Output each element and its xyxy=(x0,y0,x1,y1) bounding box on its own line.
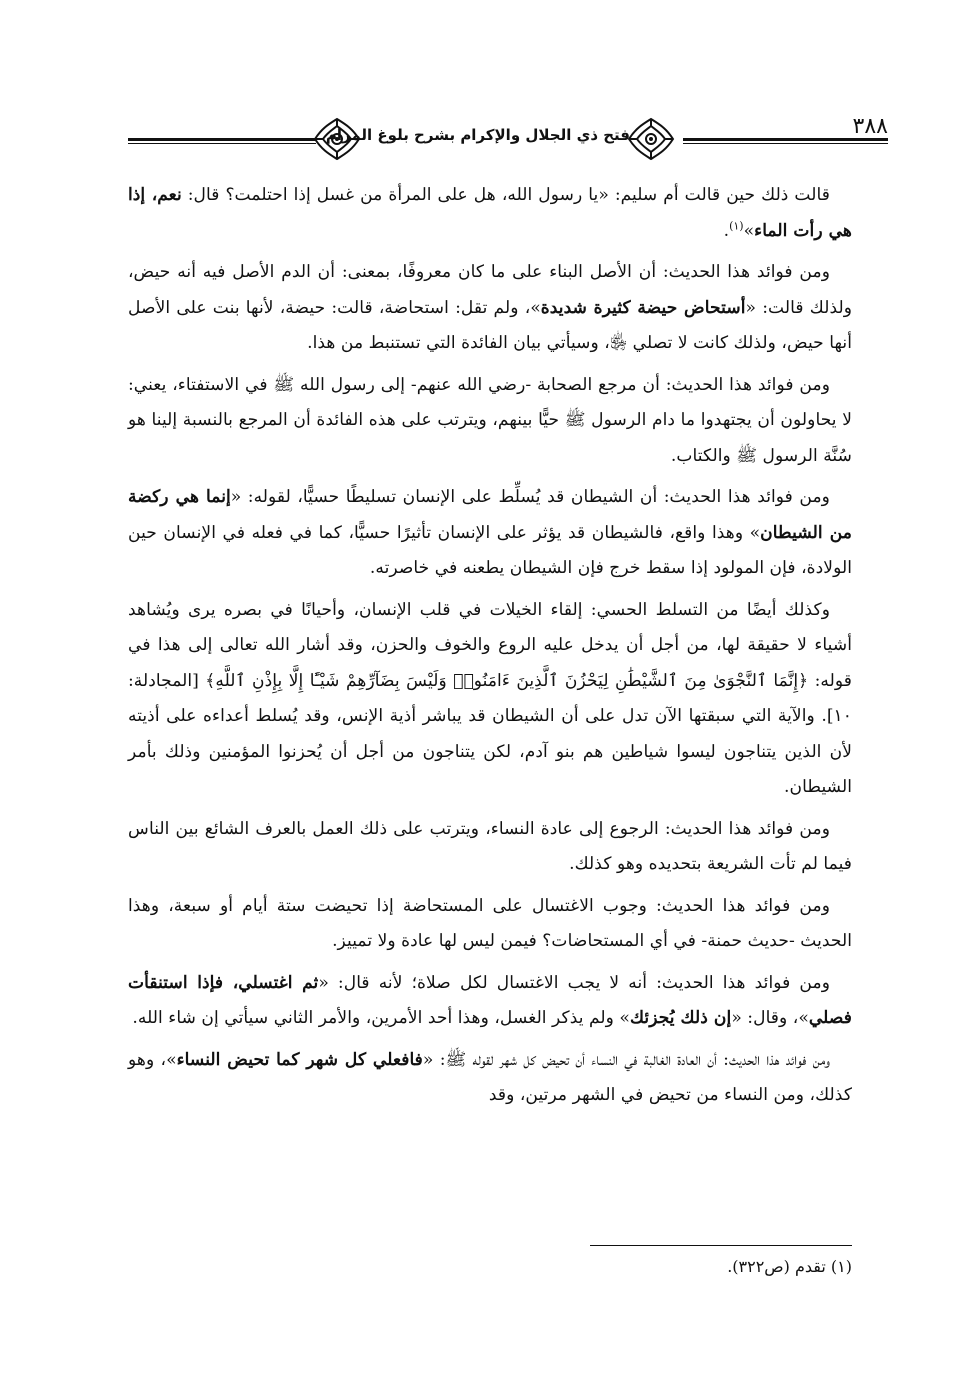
footnote-ref[interactable]: (١) xyxy=(729,218,744,232)
paragraph: ومن فوائد هذا الحديث: وجوب الاغتسال على المستحاضة إذا تحيضت ستة أيام أو سبعة، وهذا الحديث -حديث حمنة- في أي المستحاضات؟ فيمن ليس لها عادة ولا تمييز. xyxy=(128,895,852,951)
text-run: »، ولم تقل: استحاضة، قالت: حيضة، لأنها بنت على الأصل أنها حيض، ولذلك كانت لا تصلي ﵂، وسيأتي بيان الفائدة التي تستنبط من هذا. xyxy=(128,297,852,353)
page-header xyxy=(128,112,888,168)
text-run: ومن فوائد هذا الحديث: أنه لا يجب الاغتسال لكل صلاة؛ لأنه قال: « xyxy=(318,972,830,993)
quran-verse: ﴿إِنَّمَا ٱلنَّجْوَىٰ مِنَ ٱلشَّيْطَٰنِ لِيَحْزُنَ ٱلَّذِينَ ءَامَنُوا۟ وَلَيْسَ بِضَآرِّهِمْ شَيْـًٔا إِلَّا بِإِذْنِ ٱللَّهِ﴾ xyxy=(205,670,809,691)
hadith-quote: أستحاض حيضة كثيرة شديدة xyxy=(540,297,746,318)
paragraph xyxy=(128,480,852,587)
text-run: [المجادلة: ١٠]. والآية التي سبقتها الآن تدل على أن الشيطان قد يباشر أذية الإنس، وقد يُسلط أعداءه على أذيته لأن الذين يتناجون ليسوا شياطين هم بنو آدم، لكن يتناجون من أجل أن يُحزنوا المؤمنين وذلك بأمر الشيطان. xyxy=(128,670,852,797)
body-text xyxy=(128,178,852,1120)
paragraph: ومن فوائد هذا الحديث: الرجوع إلى عادة النساء، ويترتب على ذلك العمل بالعرف الشائع بين الناس فيما لم تأت الشريعة بتحديده وهو كذلك. xyxy=(128,818,852,874)
text-run: » وهذا واقع، فالشيطان قد يؤثر على الإنسان تأثيرًا حسيًّا، كما في فعله في الإنسان حين الولادة، فإن المولود إذا سقط خرج فإن الشيطان يطعنه في خاصرته. xyxy=(128,522,852,578)
text-run: . xyxy=(723,220,730,241)
header-rule-left xyxy=(128,138,316,144)
paragraph xyxy=(128,593,852,806)
hadith-quote: فافعلي كل شهر كما تحيض النساء xyxy=(176,1049,423,1070)
text-run: »، وقال: « xyxy=(731,1008,809,1028)
text-run: ومن فوائد هذا الحديث: أن الشيطان قد يُسلِّط على الإنسان تسليطًا حسيًّا، لقوله: « xyxy=(230,487,830,507)
footnote: (١) تقدم (ص٣٢٢). xyxy=(727,1257,852,1276)
running-title: فتح ذي الجلال والإكرام بشرح بلوغ المرام xyxy=(325,126,630,144)
paragraph xyxy=(128,255,852,362)
text-run: » ولم يذكر الغسل، وهذا أحد الأمرين، والأمر الثاني سيأتي إن شاء الله. xyxy=(132,1008,630,1028)
paragraph: ومن فوائد هذا الحديث: أن مرجع الصحابة -رضي الله عنهم- إلى رسول الله ﷺ في الاستفتاء، يعني: لا يحاولون أن يجتهدوا ما دام الرسول ﷺ حيًّا بينهم، ويترتب على هذه الفائدة أن المرجع بالنسبة إلينا هو سُنَّة الرسول ﷺ والكتاب. xyxy=(128,374,852,466)
text-run: وكذلك أيضًا من التسلط الحسي: إلقاء الخيلات في قلب الإنسان، وأحيانًا في بصره يرى ويُشاهد أشياء لا حقيقة لها، من أجل أن يدخل عليه الروع والخوف والحزن، وقد أشار الله تعالى إلى هذا في قوله: xyxy=(128,599,852,691)
hadith-quote: ثم اغتسلي، فإذا استنقأت فصلي xyxy=(128,972,852,1028)
text-run: قالت ذلك حين قالت أم سليم: «يا رسول الله، هل على المرأة من غسل إذا احتلمت؟ قال: xyxy=(181,185,830,205)
paragraph xyxy=(128,966,852,1037)
page-number: ٣٨٨ xyxy=(852,114,888,139)
text-run: » xyxy=(743,220,755,241)
paragraph xyxy=(128,178,852,249)
paragraph xyxy=(128,1043,852,1114)
text-run: »، وهو كذلك، ومن النساء من تحيض في الشهر مرتين، وقد xyxy=(128,1049,852,1105)
text-run: ومن فوائد هذا الحديث: أن الأصل البناء على ما كان معروفًا، بمعنى: أن الدم الأصل فيه أنه حيض، ولذلك قالت: « xyxy=(128,262,853,318)
hadith-quote: إنما هي ركضة من الشيطان xyxy=(128,487,852,543)
text-run: ومن فوائد هذا الحديث: أن العادة الغالبة في النساء أن تحيض كل شهر لقوله ﷺ: « xyxy=(422,1049,830,1070)
hadith-quote: نعم، إذا هي رأت الماء xyxy=(128,185,852,241)
ornament-right-icon xyxy=(626,116,676,162)
hadith-quote: إن ذلك يُجزئك xyxy=(629,1008,732,1028)
footnote-divider xyxy=(590,1245,852,1246)
